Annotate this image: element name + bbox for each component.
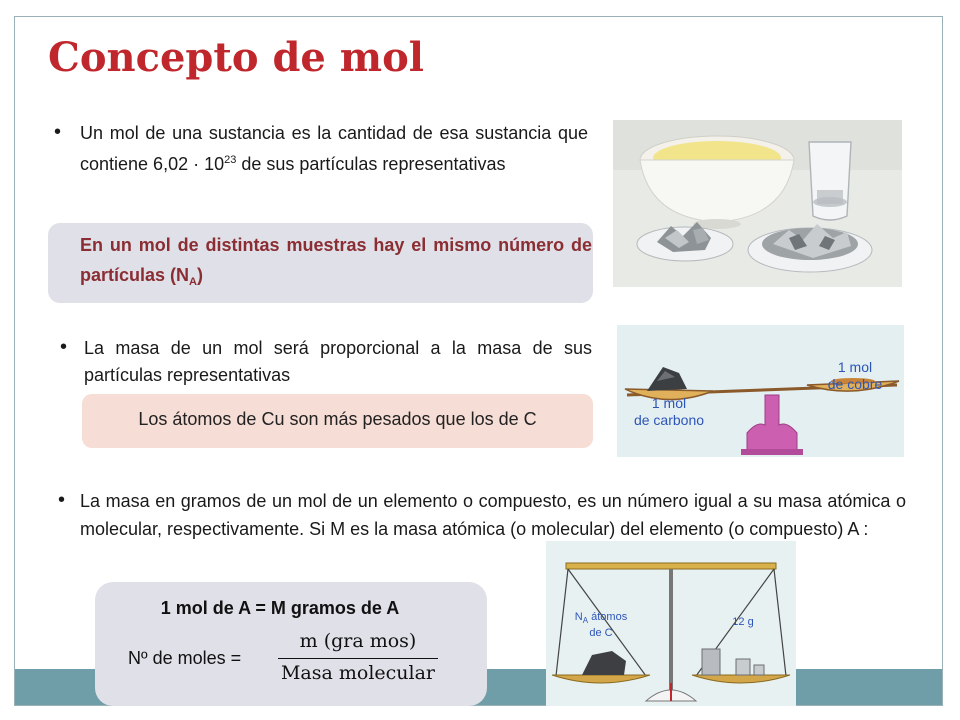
bullet-icon: •: [60, 336, 68, 358]
bullet-definition-text-b: de sus partículas representativas: [236, 154, 506, 174]
seesaw-illustration: [617, 325, 904, 457]
bullet-mass-proportional: [60, 335, 592, 389]
exponent: 23: [224, 154, 237, 166]
label-12g: 12 g: [732, 616, 754, 628]
avogadro-subscript: A: [189, 276, 197, 288]
bullet-molar-mass-text: La masa en gramos de un mol de un elemento o compuesto, es un número igual a su masa atómica o molecular, respectivamente. Si M es la masa atómica (o molecular) del elemento (o compuesto) A :: [80, 491, 906, 539]
fraction-denominator: Masa molecular: [280, 662, 436, 684]
bullet-definition-text: [80, 120, 588, 178]
highlight-particles-close: ): [196, 265, 203, 285]
highlight-copper-text: Los átomos de Cu son más pesados que los de C: [138, 409, 537, 429]
label-copper: [813, 359, 897, 393]
equation-moles-label: Nº de moles =: [128, 648, 242, 668]
fraction-numerator: m (gra mos): [299, 630, 417, 652]
highlight-particles-main: En un mol de distintas muestras hay el mismo número de partículas (N: [80, 235, 592, 285]
equation-mol-mass: 1 mol de A = M gramos de A: [160, 598, 400, 618]
label-copper-line2: de cobre: [827, 376, 883, 392]
label-na-prefix: N: [574, 611, 583, 623]
bullet-definition-text-a: Un mol de una sustancia es la cantidad de esa sustancia que contiene 6,02 · 10: [80, 123, 588, 174]
bullet-definition: [54, 120, 588, 178]
samples-photo: [613, 120, 902, 287]
label-na-atoms: [556, 611, 646, 640]
label-copper-line1: 1 mol: [837, 359, 873, 375]
label-na-subscript: A: [582, 616, 589, 625]
label-na-line2: de C: [589, 627, 613, 639]
fraction-bar: [278, 658, 438, 659]
label-na-suffix: átomos: [588, 611, 628, 623]
bullet-mass-proportional-text: La masa de un mol será proporcional a la masa de sus partículas representativas: [84, 338, 592, 385]
bullet-icon: •: [58, 489, 66, 511]
highlight-particles-text: [80, 230, 592, 297]
bullet-icon: •: [54, 121, 62, 143]
label-carbon: [621, 395, 717, 429]
label-carbon-line1: 1 mol: [651, 395, 687, 411]
slide-title: Concepto de mol: [48, 34, 424, 81]
balance-illustration: [546, 541, 796, 706]
bullet-molar-mass: [58, 487, 906, 543]
samples-illustration: [613, 120, 902, 287]
moles-fraction: [278, 630, 438, 684]
label-carbon-line2: de carbono: [633, 412, 705, 428]
